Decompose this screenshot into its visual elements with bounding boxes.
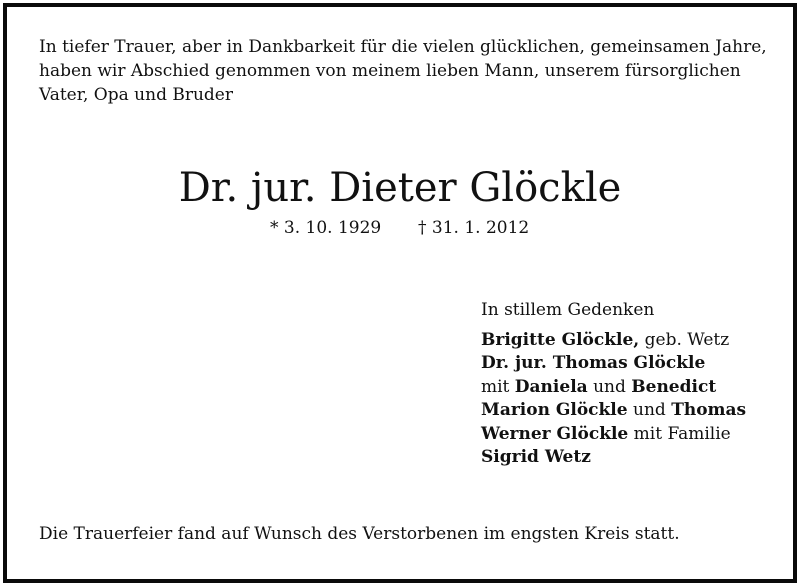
mourner-name: Dr. jur. Thomas Glöckle <box>481 353 706 373</box>
mourner-line <box>481 399 746 423</box>
mourners-heading: In stillem Gedenken <box>481 300 655 320</box>
death-date: † 31. 1. 2012 <box>418 218 530 238</box>
mourner-name: Thomas <box>671 400 747 420</box>
intro-line: In tiefer Trauer, aber in Dankbarkeit für die vielen glücklichen, gemeinsamen Jahre, <box>39 37 767 57</box>
mourner-text: mit Familie <box>628 423 731 444</box>
mourner-line <box>481 329 746 353</box>
mourner-name: Brigitte Glöckle, <box>481 329 640 350</box>
mourner-line <box>481 423 746 447</box>
mourner-text: mit <box>481 376 515 397</box>
footer-note: Die Trauerfeier fand auf Wunsch des Verstorbenen im engsten Kreis statt. <box>39 524 680 544</box>
mourner-text: geb. Wetz <box>639 329 730 350</box>
mourners-block <box>481 299 746 470</box>
mourner-line <box>481 446 746 470</box>
intro-text <box>39 35 769 107</box>
mourner-line <box>481 376 746 400</box>
deceased-name: Dr. jur. Dieter Glöckle <box>178 165 622 211</box>
birth-date: * 3. 10. 1929 <box>270 218 382 238</box>
mourner-name: Daniela <box>514 376 588 397</box>
mourner-name: Marion Glöckle <box>481 400 628 420</box>
mourner-name: Sigrid Wetz <box>481 447 591 467</box>
mourner-line <box>481 352 746 376</box>
mourner-name: Werner Glöckle <box>481 423 629 444</box>
mourner-text: und <box>587 376 632 397</box>
mourner-name: Benedict <box>631 376 717 397</box>
intro-line: Vater, Opa und Bruder <box>39 85 233 105</box>
mourner-text: und <box>627 400 672 420</box>
intro-line: haben wir Abschied genommen von meinem lieben Mann, unserem fürsorglichen <box>39 61 741 81</box>
